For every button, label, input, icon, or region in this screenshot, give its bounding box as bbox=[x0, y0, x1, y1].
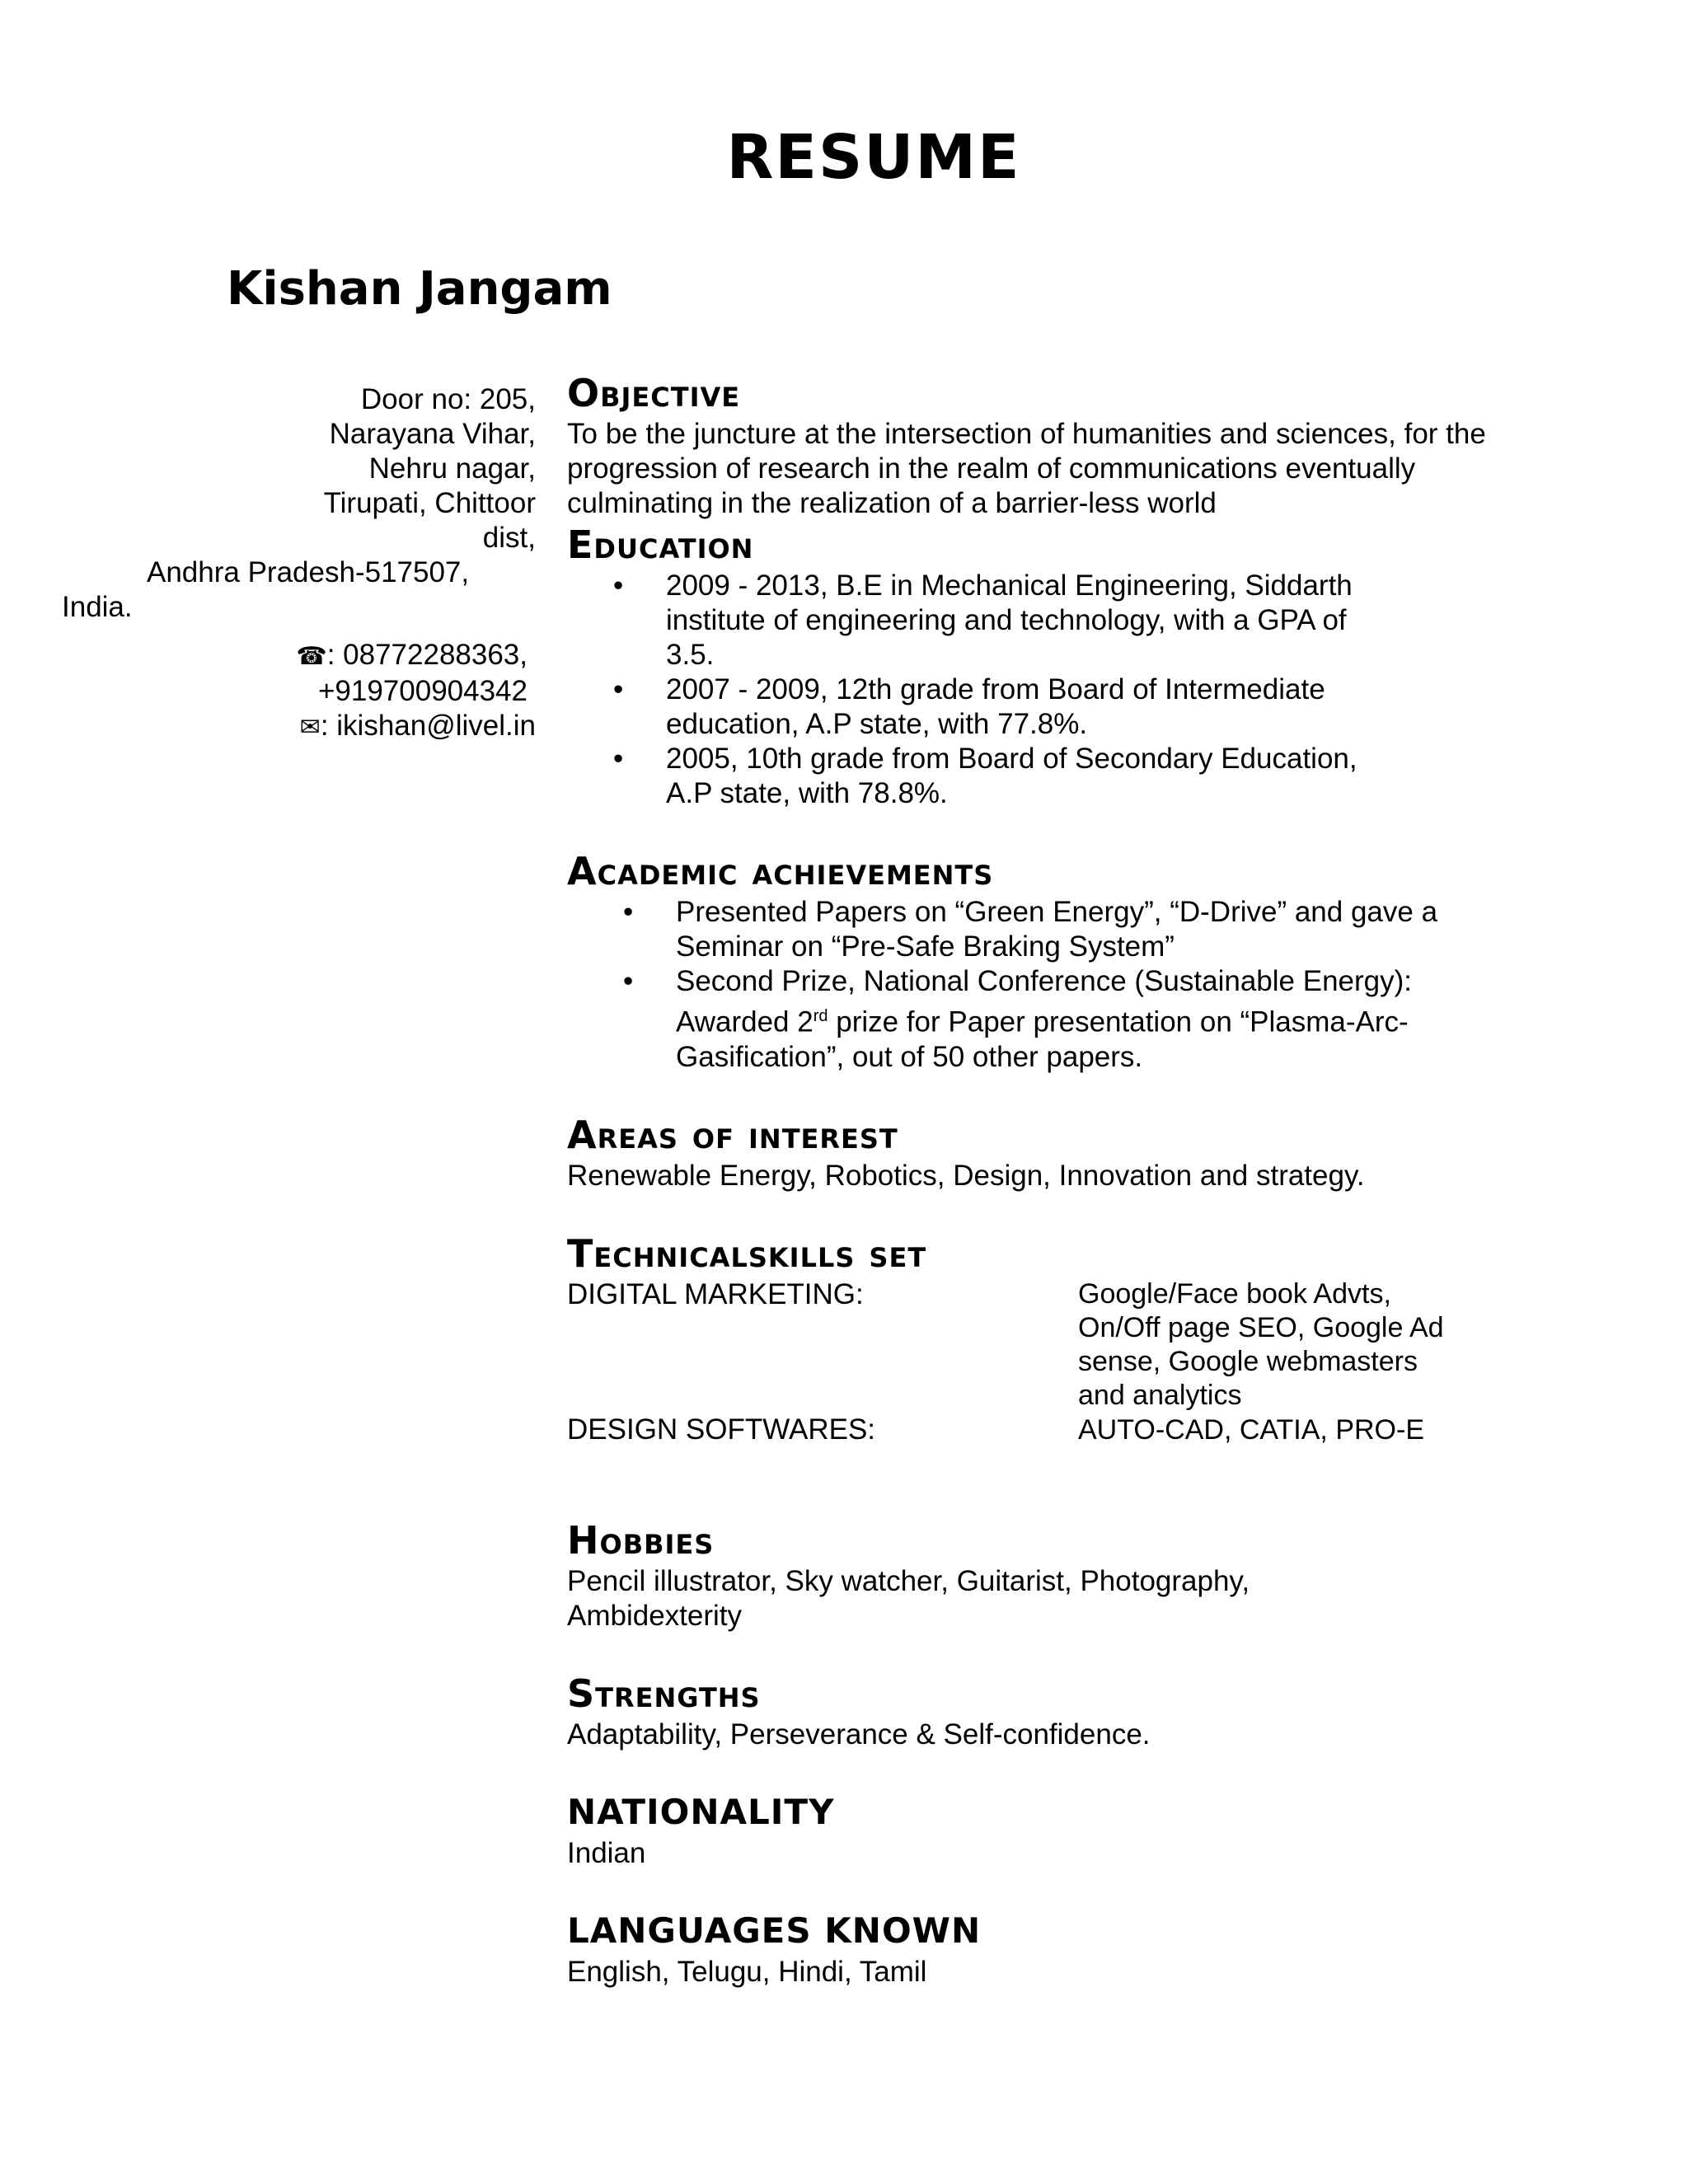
section-heading: Strengths bbox=[567, 1671, 761, 1716]
superscript: rd bbox=[813, 1007, 828, 1025]
bullet-icon: • bbox=[613, 673, 624, 705]
interest-section bbox=[567, 1111, 1507, 1193]
section-heading: Areas of interest bbox=[567, 1112, 898, 1157]
section-heading: Objective bbox=[567, 371, 741, 415]
contact-block bbox=[62, 382, 536, 745]
main-content bbox=[567, 369, 1507, 1990]
skill-label: DIGITAL MARKETING: bbox=[567, 1277, 864, 1310]
section-heading: Hobbies bbox=[567, 1517, 715, 1563]
email-address: : ikishan@livel.in bbox=[320, 710, 536, 742]
skills-table bbox=[567, 1277, 1507, 1447]
phone-number-1: : 08772288363, bbox=[326, 639, 528, 671]
skill-value: Google/Face book Advts, On/Off page SEO, Google Ad sense, Google webmasters and analytics bbox=[1078, 1277, 1444, 1411]
list-item bbox=[567, 569, 1400, 673]
address-line: Narayana Vihar, bbox=[329, 418, 536, 450]
hobbies-text: Pencil illustrator, Sky watcher, Guitarist, Photography, Ambidexterity bbox=[567, 1564, 1250, 1632]
bullet-icon: • bbox=[613, 569, 624, 602]
list-item-text: prize for Paper presentation on “Plasma-Arc-Gasification”, out of 50 other papers. bbox=[676, 1005, 1409, 1073]
section-heading: NATIONALITY bbox=[567, 1791, 835, 1832]
hobbies-section bbox=[567, 1516, 1507, 1633]
skill-label: DESIGN SOFTWARES: bbox=[567, 1413, 876, 1446]
address-line: Tirupati, Chittoor bbox=[323, 487, 536, 519]
address-line: dist, bbox=[482, 522, 536, 554]
skill-value: AUTO-CAD, CATIA, PRO-E bbox=[1078, 1413, 1425, 1446]
phone-number-2: +919700904342 bbox=[317, 675, 528, 707]
strengths-section bbox=[567, 1670, 1507, 1752]
bullet-icon: • bbox=[623, 896, 634, 928]
candidate-name: Kishan Jangam bbox=[227, 262, 612, 316]
section-heading: Education bbox=[567, 523, 754, 567]
envelope-icon: ✉ bbox=[299, 713, 321, 742]
interest-text: Renewable Energy, Robotics, Design, Innovation and strategy. bbox=[567, 1159, 1365, 1192]
bullet-icon: • bbox=[613, 743, 624, 775]
list-item bbox=[567, 673, 1400, 742]
nationality-section bbox=[567, 1788, 1507, 1871]
telephone-icon: ☎ bbox=[296, 642, 327, 671]
list-item-text: Presented Papers on “Green Energy”, “D-Drive” and gave a Seminar on “Pre-Safe Braking System” bbox=[676, 896, 1438, 963]
list-item bbox=[567, 895, 1467, 964]
page-title: RESUME bbox=[726, 122, 1021, 193]
section-heading: LANGUAGES KNOWN bbox=[567, 1910, 982, 1951]
list-item-text: Second Prize, National Conference (Sustainable Energy): Awarded 2 bbox=[676, 965, 1412, 1038]
list-item-text: 2007 - 2009, 12th grade from Board of Intermediate education, A.P state, with 77.8%. bbox=[666, 673, 1325, 740]
address-line: Door no: 205, bbox=[360, 383, 536, 415]
languages-section bbox=[567, 1907, 1507, 1990]
education-section bbox=[567, 521, 1507, 811]
list-item-text: 2005, 10th grade from Board of Secondary Education, A.P state, with 78.8%. bbox=[666, 743, 1357, 809]
nationality-text: Indian bbox=[567, 1836, 646, 1869]
email-line bbox=[82, 709, 536, 745]
bullet-icon: • bbox=[623, 965, 634, 997]
strengths-text: Adaptability, Perseverance & Self-confidence. bbox=[567, 1718, 1151, 1750]
list-item bbox=[567, 742, 1400, 811]
section-heading: Technicalskills set bbox=[567, 1230, 927, 1276]
section-heading: Academic achievements bbox=[567, 849, 994, 893]
phone-line bbox=[82, 638, 536, 674]
address-line: Andhra Pradesh-517507, bbox=[147, 556, 470, 588]
list-item-text: 2009 - 2013, B.E in Mechanical Engineering, Siddarth institute of engineering and technology, with a GPA of 3.5. bbox=[666, 569, 1353, 671]
objective-section bbox=[567, 369, 1507, 521]
academic-section bbox=[567, 847, 1507, 1075]
list-item bbox=[567, 964, 1467, 1075]
objective-text: To be the juncture at the intersection of humanities and sciences, for the progression of research in the realm of communications eventually culminating in the realization of a barrier-less world bbox=[567, 418, 1486, 519]
address-line: India. bbox=[62, 591, 133, 623]
skills-section bbox=[567, 1230, 1507, 1447]
languages-text: English, Telugu, Hindi, Tamil bbox=[567, 1955, 927, 1988]
address-line: Nehru nagar, bbox=[368, 452, 536, 485]
